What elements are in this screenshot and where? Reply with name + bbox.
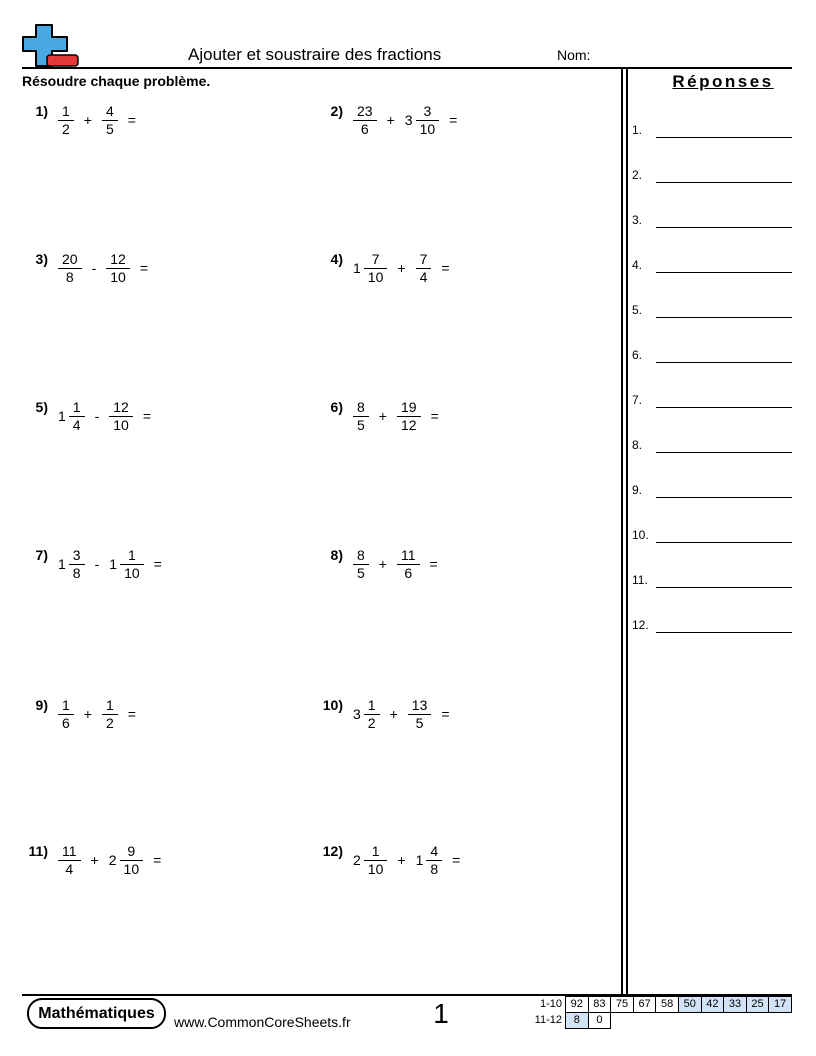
problem-4 [309,251,460,286]
header-divider [22,67,792,69]
fraction [58,251,82,286]
answer-label: 6. [632,348,643,362]
mixed-number [58,547,85,582]
denominator: 12 [400,417,417,433]
score-cell: 17 [768,996,792,1013]
problem-number: 2) [330,103,343,119]
fraction [120,843,144,878]
numerator: 3 [416,103,440,121]
worksheet-title: Ajouter et soustraire des fractions [188,45,442,64]
whole-number: 2 [353,852,361,868]
answer-label: 12. [632,618,649,632]
denominator: 10 [367,861,384,877]
numerator: 23 [353,103,377,121]
score-range-label: 11-12 [534,1014,562,1026]
denominator: 6 [404,565,413,581]
score-cell: 67 [633,996,657,1013]
fraction [102,697,118,732]
whole-number: 1 [415,852,424,868]
problem-number: 12) [322,843,343,859]
plus-sign: + [397,852,406,868]
answer-label: 11. [632,573,648,587]
score-cell: 33 [723,996,747,1013]
denominator: 10 [367,269,384,285]
whole-number: 1 [58,408,66,424]
page-number: 1 [433,998,449,1029]
answer-line [656,407,792,408]
answer-line [656,452,792,453]
numerator: 7 [364,251,388,269]
answer-line [656,587,792,588]
numerator: 11 [397,547,420,565]
equals-sign: = [153,852,162,868]
equals-sign: = [127,706,136,722]
fraction [426,843,442,878]
plus-sign: + [386,112,395,128]
problem-number: 9) [35,697,48,713]
numerator: 1 [364,843,388,861]
answer-line [656,227,792,228]
fraction [58,843,81,878]
numerator: 13 [408,697,432,715]
denominator: 4 [419,269,428,285]
denominator: 2 [105,715,114,731]
fraction [69,547,85,582]
whole-number: 3 [353,706,361,722]
denominator: 6 [360,121,369,137]
mixed-number [353,697,380,732]
denominator: 4 [72,417,81,433]
problem-number: 8) [330,547,343,563]
problem-3 [14,251,158,286]
plus-sign: + [389,706,398,722]
answer-line [656,182,792,183]
name-label: Nom: [557,47,591,63]
subject-badge: Mathématiques [27,998,166,1029]
mixed-number [416,843,443,878]
equals-sign: = [429,556,438,572]
numerator: 19 [397,399,421,417]
problem-number: 11) [28,843,48,859]
answer-label: 3. [632,213,643,227]
numerator: 1 [102,697,118,715]
equals-sign: = [441,260,450,276]
plus-sign: + [378,408,387,424]
whole-number: 3 [404,112,413,128]
instructions: Résoudre chaque problème. [22,73,211,89]
denominator: 8 [65,269,74,285]
fraction [353,103,377,138]
fraction [109,399,133,434]
fraction [69,399,85,434]
answer-line [656,317,792,318]
fraction [364,843,388,878]
mixed-number [353,843,387,878]
answer-label: 9. [632,483,643,497]
minus-sign: - [94,408,100,424]
score-cell: 75 [610,996,634,1013]
score-cell: 58 [655,996,679,1013]
denominator: 10 [124,565,140,581]
fraction [416,103,440,138]
plus-sign: + [83,112,92,128]
answer-line [656,542,792,543]
denominator: 5 [415,715,424,731]
mixed-number [353,251,387,286]
whole-number: 1 [109,556,118,572]
fraction [353,399,369,434]
fraction [102,103,118,138]
denominator: 8 [72,565,81,581]
numerator: 1 [69,399,85,417]
mixed-number [109,547,143,582]
minus-sign: - [94,556,100,572]
numerator: 1 [58,697,74,715]
minus-sign: - [91,260,97,276]
numerator: 3 [69,547,85,565]
equals-sign: = [452,852,461,868]
numerator: 7 [416,251,432,269]
numerator: 1 [364,697,380,715]
equals-sign: = [441,706,450,722]
fraction [408,697,432,732]
answer-line [656,272,792,273]
answer-column-divider [626,68,628,995]
denominator: 8 [430,861,439,877]
denominator: 10 [110,269,126,285]
denominator: 4 [65,861,74,877]
answer-line [656,497,792,498]
numerator: 8 [353,547,369,565]
numerator: 12 [106,251,130,269]
answer-label: 2. [632,168,643,182]
problem-1 [14,103,146,138]
problem-number: 3) [35,251,48,267]
denominator: 5 [357,417,365,433]
problem-5 [14,399,161,434]
mixed-number [109,843,143,878]
answer-label: 8. [632,438,643,452]
problem-number: 5) [35,399,48,415]
fraction [364,251,388,286]
answer-label: 1. [632,123,643,137]
whole-number: 1 [353,260,361,276]
score-row [565,1012,611,1029]
answers-title: Réponses [672,72,774,91]
problem-2 [309,103,467,138]
problem-11 [14,843,171,878]
denominator: 10 [419,121,436,137]
plus-sign: + [378,556,387,572]
problem-number: 10) [322,697,343,713]
equals-sign: = [430,408,439,424]
answer-line [656,137,792,138]
equals-sign: = [449,112,458,128]
equals-sign: = [127,112,136,128]
problem-6 [309,399,449,434]
denominator: 6 [62,715,70,731]
mixed-number [58,399,85,434]
denominator: 5 [357,565,365,581]
score-cell: 42 [701,996,725,1013]
fraction [364,697,380,732]
whole-number: 1 [58,556,66,572]
numerator: 20 [58,251,82,269]
plus-sign: + [83,706,92,722]
score-cell: 83 [588,996,612,1013]
problem-12 [309,843,470,878]
plus-minus-icon [20,23,80,69]
score-cell: 92 [565,996,589,1013]
answer-line [656,632,792,633]
numerator: 4 [102,103,118,121]
answer-label: 10. [632,528,649,542]
fraction [58,697,74,732]
score-cell: 25 [746,996,770,1013]
denominator: 2 [62,121,70,137]
answer-label: 5. [632,303,643,317]
score-range-label: 1-10 [539,998,562,1010]
denominator: 10 [123,861,140,877]
fraction [416,251,432,286]
denominator: 2 [367,715,376,731]
problem-number: 1) [35,103,48,119]
problem-number: 7) [35,547,48,563]
score-cell: 8 [565,1012,589,1029]
numerator: 11 [58,843,81,861]
problem-10 [309,697,460,732]
problem-9 [14,697,146,732]
plus-sign: + [397,260,406,276]
answer-label: 4. [632,258,643,272]
fraction [120,547,144,582]
mixed-number [405,103,439,138]
answer-line [656,362,792,363]
answer-column-divider [621,68,623,995]
equals-sign: = [153,556,162,572]
numerator: 1 [58,103,74,121]
fraction [58,103,74,138]
fraction [106,251,130,286]
numerator: 12 [109,399,133,417]
problem-number: 4) [330,251,343,267]
score-cell: 50 [678,996,702,1013]
numerator: 4 [426,843,442,861]
problem-8 [309,547,448,582]
answer-label: 7. [632,393,643,407]
fraction [353,547,369,582]
numerator: 9 [120,843,144,861]
problem-number: 6) [330,399,343,415]
website-text: www.CommonCoreSheets.fr [174,1014,351,1030]
score-row [565,996,792,1013]
fraction [397,399,421,434]
whole-number: 2 [108,852,117,868]
numerator: 1 [120,547,144,565]
equals-sign: = [142,408,152,424]
denominator: 10 [113,417,129,433]
fraction [397,547,420,582]
problem-7 [14,547,172,582]
numerator: 8 [353,399,369,417]
denominator: 5 [105,121,114,137]
score-cell: 0 [588,1012,612,1029]
plus-sign: + [90,852,99,868]
equals-sign: = [139,260,149,276]
